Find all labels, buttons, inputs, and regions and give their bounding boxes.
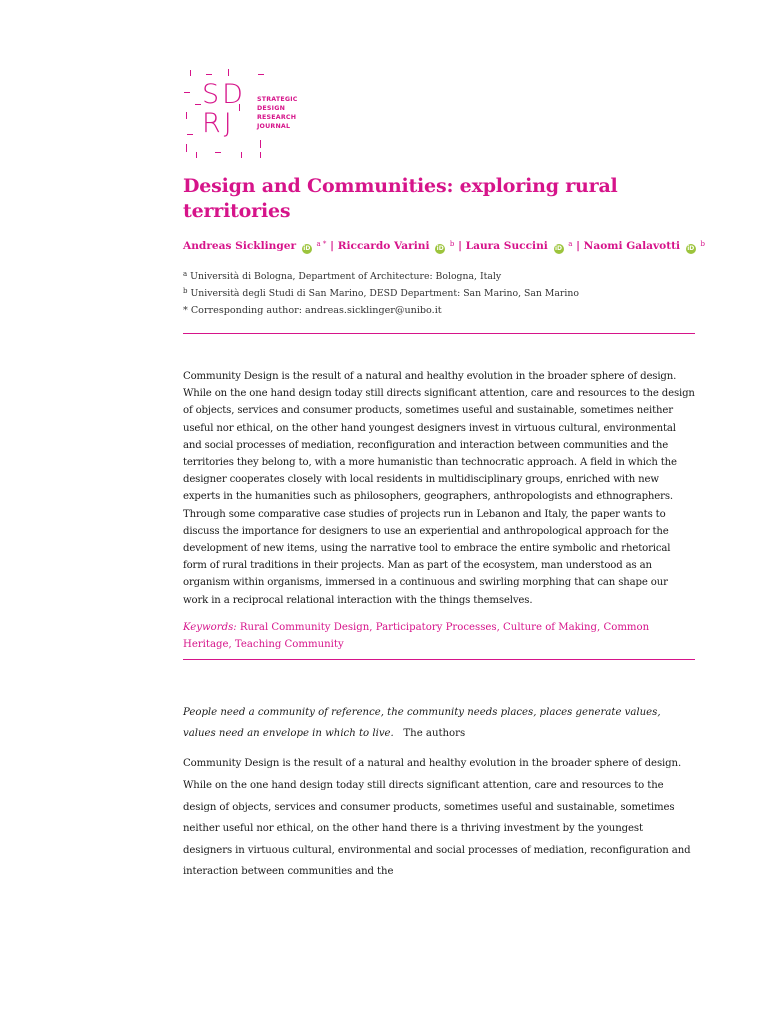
orcid-icon[interactable]: iD [303, 245, 311, 252]
author-name[interactable]: Riccardo Varini [337, 240, 430, 252]
logo-wordmark: STRATEGIC DESIGN RESEARCH JOURNAL [257, 96, 298, 130]
author-affil-mark: b [449, 240, 455, 248]
divider [183, 333, 695, 334]
corresponding-author: * Corresponding author: andreas.sicklinger@unibo.it [183, 305, 442, 316]
epigraph [183, 702, 695, 744]
article-page [183, 60, 705, 893]
author-name[interactable]: Laura Succini [465, 240, 548, 252]
author-affil-mark: b [700, 240, 705, 248]
author-separator: | [458, 240, 462, 252]
author-list [183, 236, 705, 254]
keywords-list: Rural Community Design, Participatory Processes, Culture of Making, Common Heritage, Teaching Community [183, 621, 650, 651]
author-name[interactable]: Andreas Sicklinger [183, 240, 297, 252]
body-paragraph: Community Design is the result of a natural and healthy evolution in the broader sphere of design. While on the one hand design today still directs significant attention, care and resources to the design of objects, services and consumer products, sometimes useful and sustainable, sometimes neither useful nor ethical, on the other hand there is a thriving investment by the youngest designers in virtuous cultural, environmental and social processes of mediation, reconfiguration and interaction between communities and the [183, 758, 691, 878]
keywords-label: Keywords: [183, 621, 237, 633]
affiliation: $^a$ Università di Bologna, Department of Architecture: Bologna, Italy [183, 270, 502, 282]
epigraph-text: People need a community of reference, the community needs places, places generate values, values need an envelope in which to live. [183, 707, 661, 740]
journal-logo [183, 60, 313, 160]
epigraph-attribution: The authors [403, 728, 466, 740]
author-name[interactable]: Naomi Galavotti [583, 240, 681, 252]
article-title: Design and Communities: exploring rural territories [183, 175, 618, 222]
author-separator: | [576, 240, 580, 252]
keywords [183, 619, 695, 653]
divider [183, 659, 695, 660]
orcid-icon[interactable]: iD [687, 245, 695, 252]
affiliation: $^b$ Università degli Studi di San Marino, DESD Department: San Marino, San Marino [183, 287, 579, 299]
orcid-icon[interactable]: iD [436, 245, 444, 252]
author-affil-mark: a [568, 240, 573, 248]
author-affil-mark: a * [316, 240, 327, 248]
author-separator: | [330, 240, 334, 252]
logo-monogram: SD RJ [202, 79, 246, 139]
orcid-icon[interactable]: iD [554, 245, 563, 252]
abstract: Community Design is the result of a natural and healthy evolution in the broader sphere of design. While on the one hand design today still directs significant attention, care and resources to the design of objects, services and consumer products, sometimes useful and sustainable, sometimes neither useful nor ethical, on the other hand youngest designers invest in virtuous cultural, environmental and social processes of mediation, reconfiguration and interaction between communities and the territories they belong to, with a more humanistic than technocratic approach. A field in which the designer cooperates closely with local residents in multidisciplinary groups, enriched with new experts in the humanities such as philosophers, geographers, anthropologists and ethnographers. Through some comparative case studies of projects run in Lebanon and Italy, the paper wants to discuss the importance for designers to use an experiential and anthropological approach for the development of new items, using the narrative tool to embrace the entire symbolic and rhetorical form of rural traditions in their projects. Man as part of the ecosystem, man understood as an organism within organisms, immersed in a continuous and swirling morphing that can shape our work in a reciprocal relational interaction with the things themselves. [183, 371, 695, 606]
